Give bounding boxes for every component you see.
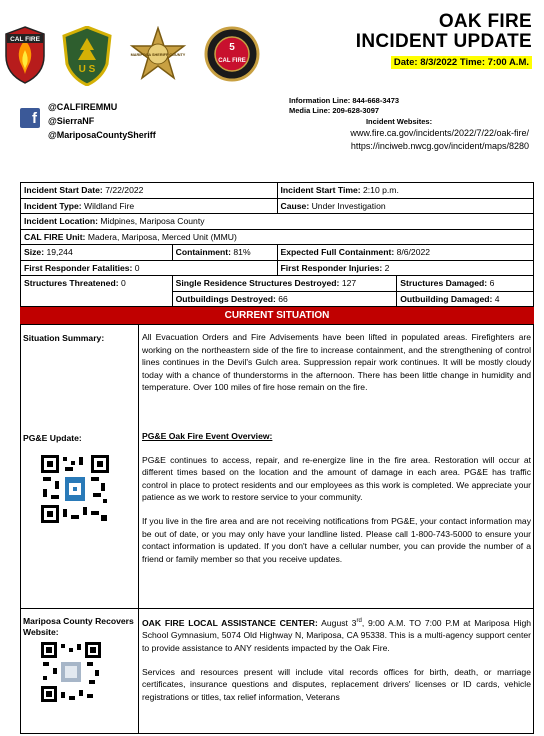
pge-update-label: PG&E Update:	[23, 433, 82, 443]
situation-summary-text	[142, 331, 531, 405]
threatened-label: Structures Threatened:	[24, 278, 119, 288]
start-date-value: 7/22/2022	[105, 185, 144, 196]
cal-fire-logo-text: CAL FIRE	[10, 36, 40, 43]
unit-label: CAL FIRE Unit:	[24, 231, 86, 242]
lac-paragraph	[142, 615, 531, 655]
cause-value: Under Investigation	[311, 200, 386, 211]
title-oak-fire: OAK FIRE	[438, 11, 532, 32]
expected-label: Expected Full Containment:	[280, 247, 395, 258]
current-situation-header: CURRENT SITUATION	[20, 307, 534, 324]
pge-qr-code-icon[interactable]	[39, 453, 111, 525]
table-row	[21, 198, 534, 214]
table-row	[21, 183, 534, 199]
fatalities-value: 0	[134, 262, 140, 273]
type-value: Wildland Fire	[84, 200, 135, 211]
injuries-label: First Responder Injuries:	[280, 262, 383, 273]
cause-label: Cause:	[280, 200, 310, 211]
type-label: Incident Type:	[24, 200, 82, 211]
containment-label: Containment:	[175, 247, 231, 258]
title-block	[356, 12, 532, 70]
threatened-value: 0	[120, 278, 126, 288]
start-time-value: 2:10 p.m.	[363, 185, 399, 196]
outbuilding-damaged-label: Outbuilding Damaged:	[400, 293, 493, 304]
pge-update-text	[142, 430, 531, 576]
pge-paragraph-2: If you live in the fire area and are not receiving notifications from PG&E, your contact information may be out of date, or you may only have your landline listed. Please call 1-800-743-5000 to ensure your contact information is updated. If you don't have a cellular number, you can provide the number of a friend or family member so that you receive updates.	[142, 515, 531, 564]
lac-date-sup: rd	[356, 618, 362, 624]
start-time-label: Incident Start Time:	[280, 185, 361, 196]
size-label: Size:	[24, 247, 45, 258]
lac-date: August 3	[321, 617, 357, 628]
outbuildings-destroyed-label: Outbuildings Destroyed:	[175, 293, 276, 304]
recovers-qr-code-icon[interactable]	[39, 640, 103, 704]
damaged-label: Structures Damaged:	[400, 278, 488, 289]
cal-fire-logo	[4, 26, 46, 84]
usfs-logo	[62, 26, 112, 86]
unit-value: Madera, Mariposa, Merced Unit (MMU)	[87, 231, 237, 242]
pge-heading: PG&E Oak Fire Event Overview:	[142, 431, 273, 441]
location-label: Incident Location:	[24, 216, 98, 227]
situation-summary-paragraph: All Evacuation Orders and Fire Advisements have been lifted in populated areas. Firefighters are working on the northeastern side of the fire to increase containment, and the strengthening of control lines continues in the Devil's Gulch area. Suppression repair work continues. It will be mostly cloudy today with a chance of thunderstorms in the afternoon. There has been little change in humidity and temperature. Over 100 miles of fire hose remain on the fire.	[142, 332, 531, 393]
row-divider	[21, 608, 533, 609]
lac-heading: OAK FIRE LOCAL ASSISTANCE CENTER:	[142, 617, 318, 628]
websites-heading: Incident Websites:	[365, 117, 433, 126]
sheriff-logo-text: MARIPOSA SHERIFF COUNTY	[130, 53, 186, 57]
facebook-icon: f	[20, 108, 40, 128]
recovers-website-label: Mariposa County Recovers Website:	[23, 616, 134, 637]
fatalities-label: First Responder Fatalities:	[24, 262, 133, 273]
table-row	[21, 260, 534, 276]
lac-rest: , 9:00 A.M. TO 7:00 P.M at Mariposa High School Gymnasium, 5074 Old Highway N, Mariposa, CA 95338. This is a multi-agency support center to provide assistance to ANY residents impacted by the Oak Fire.	[142, 617, 532, 654]
title-incident-update: INCIDENT UPDATE	[355, 31, 532, 52]
column-divider	[138, 325, 139, 733]
website-inciweb-link[interactable]: https://inciweb.nwcg.gov/incident/maps/8280	[350, 141, 529, 151]
information-line: Information Line: 844-668-3473	[289, 96, 400, 105]
table-row	[21, 276, 534, 292]
injuries-value: 2	[384, 262, 390, 273]
pge-paragraph-1: PG&E continues to access, repair, and re-energize line in the fire area. Restoration will occur at different times based on the location and the amount of damage in each area. PG&E has traffic control in place to protect residents and our employees as this work is completed. We appreciate your patience as we work to restore service to your community.	[142, 454, 531, 503]
handle-sheriff: @MariposaCountySheriff	[48, 130, 156, 140]
table-row	[21, 245, 534, 261]
services-paragraph: Services and resources present will include vital records offices for birth, death, or marriage certificates, insurance questions and disputes, replacement drivers' licenses or ID cards, vehicle registrations or titles, tax relief information, Veterans	[142, 666, 531, 702]
start-date-label: Incident Start Date:	[24, 185, 103, 196]
location-value: Midpines, Mariposa County	[100, 216, 205, 227]
outbuilding-damaged-value: 4	[494, 293, 500, 304]
containment-value: 81%	[233, 247, 251, 258]
expected-value: 8/6/2022	[396, 247, 431, 258]
usfs-logo-text: U S	[78, 64, 96, 75]
damaged-value: 6	[489, 278, 495, 289]
single-destroyed-label: Single Residence Structures Destroyed:	[175, 278, 340, 289]
handle-calfire: @CALFIREMMU	[48, 102, 118, 112]
situation-summary-label: Situation Summary:	[23, 333, 105, 343]
local-assistance-text	[142, 615, 531, 714]
cal-fire-mgmt-text: CAL FIRE	[218, 58, 246, 64]
handle-sierranf: @SierraNF	[48, 116, 95, 126]
size-value: 19,244	[46, 247, 73, 258]
contact-info	[289, 96, 529, 153]
situation-section	[20, 324, 534, 734]
outbuildings-destroyed-value: 66	[278, 293, 288, 304]
cal-fire-management-logo	[204, 26, 260, 82]
table-row	[21, 214, 534, 230]
media-line: Media Line: 209-628-3097	[289, 106, 380, 115]
website-calfire-link[interactable]: www.fire.ca.gov/incidents/2022/7/22/oak-fire/	[350, 128, 529, 138]
single-destroyed-value: 127	[341, 278, 357, 289]
incident-info-table	[20, 182, 534, 307]
date-time-badge: Date: 8/3/2022 Time: 7:00 A.M.	[391, 56, 532, 69]
svg-text:5: 5	[229, 42, 235, 53]
mariposa-sheriff-logo	[128, 26, 188, 86]
table-row	[21, 229, 534, 245]
